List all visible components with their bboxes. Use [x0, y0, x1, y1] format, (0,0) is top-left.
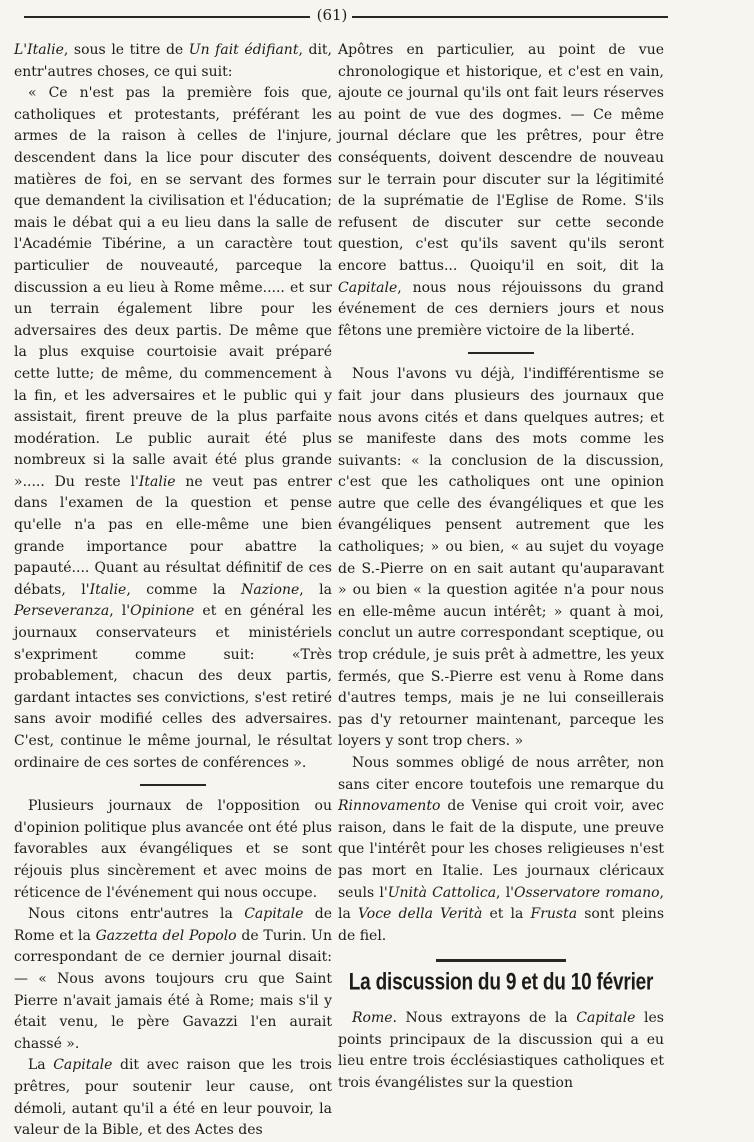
newspaper-name: Perseveranza — [14, 603, 110, 620]
text-run: , dit, entr'autres choses, ce qui suit: — [14, 42, 332, 80]
newspaper-name: Voce della Verità — [357, 906, 483, 923]
text-run: , l' — [496, 884, 515, 901]
newspaper-name: Opinione — [130, 603, 195, 620]
left-column — [14, 40, 332, 1142]
text-run: de Rome et la — [14, 906, 332, 944]
paragraph — [338, 1008, 664, 1094]
header-rule-left — [24, 16, 310, 18]
newspaper-name: Capitale — [53, 1057, 113, 1074]
newspaper-name: Nazione — [241, 581, 300, 598]
newspaper-name: Capitale — [576, 1009, 636, 1026]
newspaper-name: Gazzetta del Popolo — [95, 927, 237, 944]
paragraph — [338, 753, 664, 947]
text-run: et en général les journaux conservateurs et ministériels s'expriment comme suit: «Très probablement, chacun des deux partis, gardant intactes ses convictions, s'est retiré sans avoir modifié celles des adversaires. C'est, continue le même journal, le résultat ordinaire de ces sortes de conférences ». — [14, 603, 332, 771]
text-run: et la — [482, 906, 531, 923]
header-rule-right — [352, 16, 668, 18]
text-run: Apôtres en particulier, au point de vue chronologique et historique, et c'est en vain, ajoute ce journal qu'ils ont fait leurs réserves au point de vue des dogmes. — Ce même journal déclare que les prêtres, pour être conséquents, doivent descendre de nouveau sur le terrain pour discuter sur la légitimité de la suprématie de l'Eglise de Rome. S'ils refusent de discuter sur cette seconde question, c'est qu'ils savent qu'ils seront encore battus... Quoiqu'il en soit, dit la — [338, 42, 664, 274]
paragraph — [338, 40, 664, 342]
newspaper-name: Unità Cattolica — [387, 884, 497, 901]
article-title: Un fait édifiant — [188, 42, 299, 58]
page-number: (61) — [316, 6, 348, 24]
text-run: , la — [299, 581, 332, 598]
paragraph — [14, 1055, 332, 1141]
newspaper-name: L'Italie — [14, 42, 64, 58]
text-run: les points principaux de la discussion qui a eu lieu entre trois écclésiastiques catholiques et trois évangélistes sur la question — [338, 1009, 664, 1091]
paragraph — [14, 83, 332, 774]
paragraph: Plusieurs journaux de l'opposition ou d'opinion politique plus avancée ont été plus favorables aux évangéliques et se sont réjouis plus sincèrement et avec moins de réticence de l'événement qui nous occupe. — [14, 798, 332, 901]
paragraph: Nous l'avons vu déjà, l'indifférentisme se fait jour dans plusieurs des journaux que nous avons cités et dans quelques autres; et se manifeste dans des mots comme les suivants: « la conclusion de la discussion, c'est que les catholiques ont une opinion autre que celle des évangéliques et que les évangéliques pensent autrement que les catholiques; » ou bien, « au sujet du voyage de S.-Pierre on en sait autant qu'auparavant » ou bien « la question agitée n'a pour nous en elle-même aucun intérêt; » quant à moi, conclut un autre correspondant sceptique, ou trop crédule, je suis prêt à admettre, les yeux fermés, que S.-Pierre est venu à Rome dans d'autres temps, mais je ne lui conseillerais pas d'y retourner maintenant, parceque les loyers y sont trop chers. » — [338, 366, 664, 750]
text-run: Nous citons entr'autres la — [28, 906, 245, 923]
text-run: dit avec raison que les trois prêtres, pour soutenir leur cause, ont démoli, autant qu'il a été en leur pouvoir, la valeur de la Bible, et des Actes des — [14, 1057, 332, 1139]
text-run: , comme la — [126, 581, 242, 598]
paragraph — [14, 40, 332, 83]
text-run: , sous le titre de — [63, 42, 189, 58]
text-run: de Venise qui croit voir, avec raison, dans le fait de la dispute, une preuve que l'intérêt pour les choses religieuses n'est pas mort en Italie. Les journaux cléricaux seuls l' — [338, 798, 664, 901]
newspaper-name: Italie — [138, 473, 176, 490]
text-run: . Nous extrayons de la — [392, 1009, 577, 1026]
text-run: La — [28, 1057, 54, 1074]
text-run: « Ce n'est pas la première fois que, catholiques et protestants, préférant les armes de la raison à celles de l'injure, descendent dans la lice pour discuter des matières de foi, en se servant des formes que demandent la civilisation et l'éducation; mais le débat qui a eu lieu dans la salle de l'Académie Tibérine, a un caractère tout particulier de nouveauté, parceque la discussion a eu lieu à Rome même..... et sur un terrain également libre pour les adversaires des deux partis. De même que la plus exquise courtoisie avait préparé cette lutte; de même, du commencement à la fin, et les adversaires et le public qui y assistait, firent preuve de la plus parfaite modération. Le public aurait été plus nombreux si la salle avait été plus grande »..... Du reste l' — [14, 85, 332, 490]
newspaper-name: Capitale — [338, 279, 398, 296]
paragraph — [14, 904, 332, 1055]
text-run: ne veut pas entrer dans l'examen de la question et pense qu'elle n'a pas en elle-même une bien grande importance pour abattre la papauté.... Quant au résultat définitif de ces débats, l' — [14, 473, 332, 598]
text-run: sont pleins de fiel. — [338, 906, 664, 944]
heading-divider — [436, 959, 566, 962]
section-divider — [140, 784, 206, 786]
right-column — [338, 40, 664, 1094]
text-run: Nous sommes obligé de nous arrêter, non sans citer encore toutefois une remarque du — [338, 755, 664, 793]
newspaper-name: Osservatore romano — [514, 884, 660, 901]
text-run: , la — [338, 884, 664, 923]
newspaper-name: Italie — [89, 581, 127, 598]
newspaper-name: Capitale — [244, 906, 304, 923]
newspaper-name: Rinnovamento — [338, 798, 441, 815]
section-heading: La discussion du 9 et du 10 février — [348, 969, 654, 996]
text-run: , nous nous réjouissons du grand événement de ces derniers jours et nous fêtons une première victoire de la liberté. — [338, 279, 664, 339]
text-run: , l' — [109, 603, 131, 620]
section-divider — [468, 352, 534, 354]
newspaper-name: Frusta — [530, 906, 578, 923]
text-run: de Turin. Un correspondant de ce dernier journal disait: — « Nous avons toujours cru que Saint Pierre n'avait jamais été à Rome; mais s'il y était venu, le père Gavazzi l'en aurait chassé ». — [14, 927, 333, 1052]
dateline-place: Rome — [352, 1009, 393, 1026]
